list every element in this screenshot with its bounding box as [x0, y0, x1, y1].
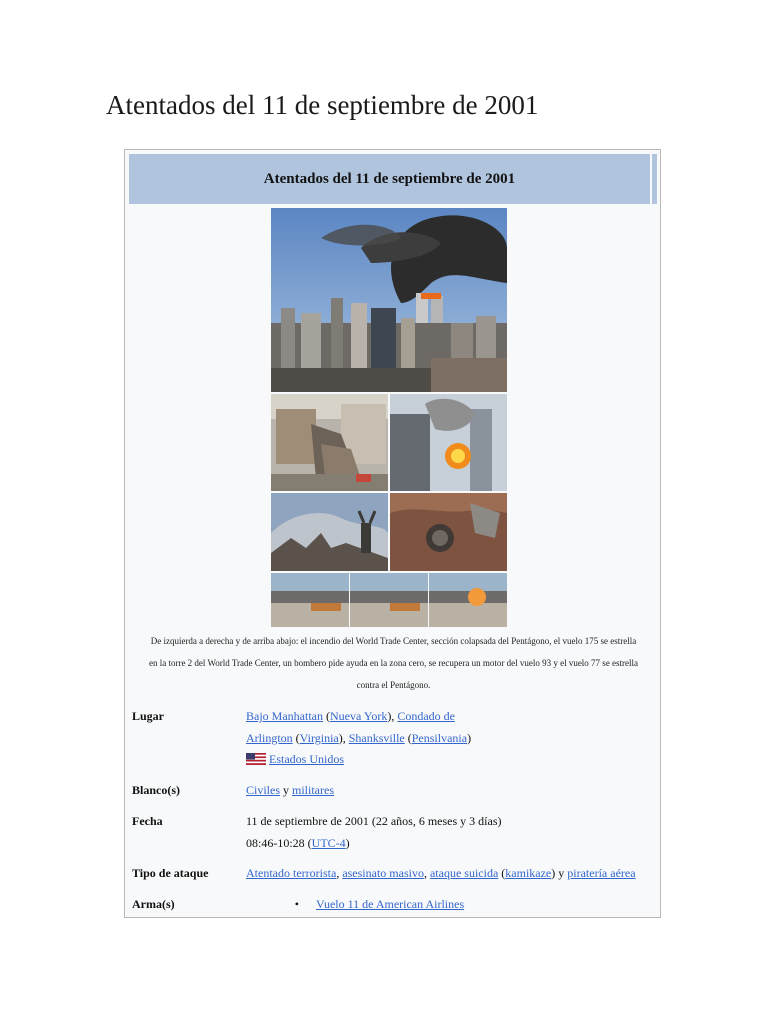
fecha-time: 08:46-10:28 — [246, 835, 305, 850]
infobox — [124, 149, 661, 918]
usa-flag-icon — [246, 751, 266, 773]
link-militares[interactable]: militares — [292, 783, 335, 797]
link-estados-unidos[interactable]: Estados Unidos — [269, 752, 344, 766]
link-ataque-suicida[interactable]: ataque suicida — [429, 866, 499, 880]
row-value-lugar: Bajo Manhattan (Nueva York), Condado de Arlington (Virginia), Shanksville (Pensilvania) Estados Unidos — [246, 706, 656, 773]
link-condado-de[interactable]: Condado de — [397, 709, 455, 723]
link-kamikaze[interactable]: kamikaze — [505, 866, 552, 880]
pentagon-collapse-photo — [271, 394, 388, 491]
bullet-icon: • — [294, 897, 299, 911]
link-asesinato-masivo[interactable]: asesinato masivo — [342, 866, 424, 880]
link-vuelo-11[interactable]: Vuelo 11 de American Airlines — [316, 897, 465, 911]
link-utc-4[interactable]: UTC-4 — [311, 835, 346, 850]
link-pensilvania[interactable]: Pensilvania — [411, 730, 468, 745]
row-label-fecha: Fecha — [132, 814, 163, 828]
row-value-fecha: 11 de septiembre de 2001 (22 años, 6 meses y 3 días) 08:46-10:28 (UTC-4) — [246, 814, 502, 850]
flight-93-engine-photo — [390, 493, 507, 571]
conjunction: y — [283, 783, 290, 797]
row-label-blanco: Blanco(s) — [132, 783, 180, 797]
link-atentado-terrorista[interactable]: Atentado terrorista — [246, 866, 337, 880]
row-value-blanco — [246, 780, 656, 802]
link-pirateria-aerea[interactable]: piratería aérea — [567, 866, 636, 880]
flight-77-frame-1 — [271, 573, 349, 627]
infobox-header: Atentados del 11 de septiembre de 2001 — [129, 154, 650, 204]
flight-77-frame-3 — [429, 573, 507, 627]
fecha-date: 11 de septiembre de 2001 (22 años, 6 meses y 3 días) — [246, 814, 502, 828]
conjunction: y — [558, 866, 565, 880]
row-label-lugar: Lugar — [132, 709, 165, 723]
link-virginia[interactable]: Virginia — [299, 730, 339, 745]
firefighter-photo — [271, 493, 388, 571]
row-value-armas — [246, 894, 656, 916]
link-bajo-manhattan[interactable]: Bajo Manhattan — [246, 709, 323, 723]
infobox-header-strip — [652, 154, 657, 204]
link-nueva-york[interactable]: Nueva York — [329, 709, 388, 723]
link-arlington[interactable]: Arlington — [246, 730, 293, 745]
flight-175-photo — [390, 394, 507, 491]
caption-line: De izquierda a derecha y de arriba abajo: el incendio del World Trade Center, sección colapsada del Pentágono, el vuelo 175 se estrella — [150, 636, 637, 646]
page-title: Atentados del 11 de septiembre de 2001 — [106, 90, 539, 120]
link-shanksville[interactable]: Shanksville — [348, 730, 405, 745]
flight-77-frame-2 — [350, 573, 428, 627]
row-label-tipo: Tipo de ataque — [132, 866, 209, 880]
row-value-tipo: Atentado terrorista, asesinato masivo, ataque suicida (kamikaze) y piratería aérea — [246, 866, 636, 880]
row-label-armas: Arma(s) — [132, 897, 175, 911]
infobox-caption — [129, 630, 658, 696]
caption-line: en la torre 2 del World Trade Center, un bombero pide ayuda en la zona cero, se recupera un motor del vuelo 93 y el vuelo 77 se estrella — [148, 658, 639, 668]
wtc-fire-photo — [271, 208, 507, 392]
caption-line: contra el Pentágono. — [356, 680, 431, 690]
link-civiles[interactable]: Civiles — [246, 783, 281, 797]
